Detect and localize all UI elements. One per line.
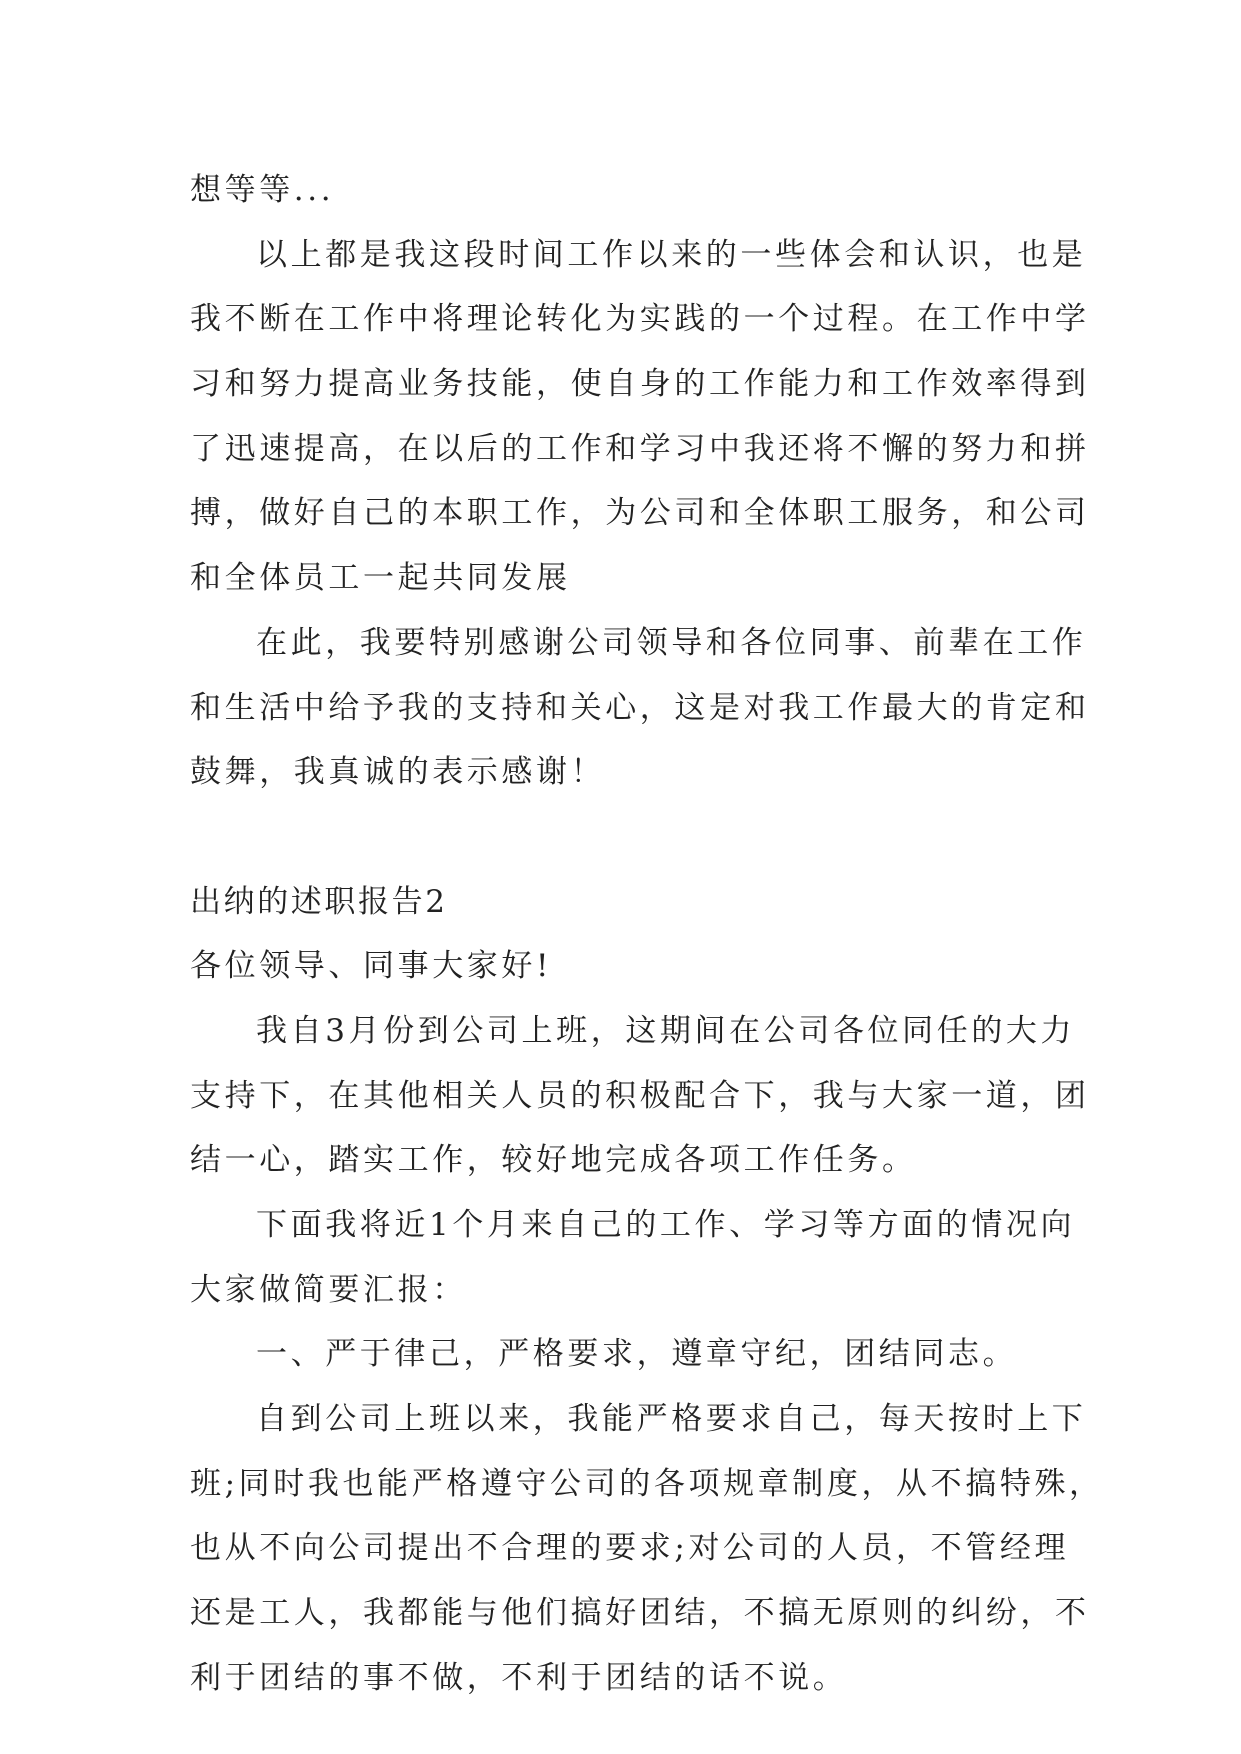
greeting: 各位领导、同事大家好!: [190, 948, 553, 985]
paragraph-line: 下面我将近1个月来自己的工作、学习等方面的情况向: [256, 1207, 1076, 1243]
paragraph-line: 以上都是我这段时间工作以来的一些体会和认识，也是: [256, 236, 1087, 273]
section-gap: [190, 805, 1052, 870]
paragraph-line: 搏，做好自己的本职工作，为公司和全体职工服务，和公司: [190, 495, 1090, 532]
paragraph-line: 支持下，在其他相关人员的积极配合下，我与大家一道，团: [190, 1077, 1090, 1114]
paragraph-line: 习和努力提高业务技能，使自身的工作能力和工作效率得到: [190, 366, 1090, 403]
paragraph-line: 班;同时我也能严格遵守公司的各项规章制度，从不搞特殊，: [190, 1465, 1104, 1502]
paragraph-line: 自到公司上班以来，我能严格要求自己，每天按时上下: [256, 1401, 1087, 1438]
section-title: 出纳的述职报告2: [190, 883, 448, 920]
report-body-part-2: [190, 999, 1104, 1711]
document-body: [190, 158, 1104, 1711]
paragraph-line: 和生活中给予我的支持和关心，这是对我工作最大的肯定和: [190, 689, 1090, 726]
paragraph-line: 也从不向公司提出不合理的要求;对公司的人员，不管经理: [190, 1530, 1070, 1567]
paragraph-line: 利于团结的事不做，不利于团结的话不说。: [190, 1659, 848, 1696]
paragraph-line: 我自3月份到公司上班，这期间在公司各位同任的大力: [256, 1012, 1076, 1049]
paragraph-line: 想等等...: [190, 172, 335, 208]
paragraph-line: 还是工人，我都能与他们搞好团结，不搞无原则的纠纷，不: [190, 1595, 1090, 1632]
paragraph-line: 鼓舞，我真诚的表示感谢！: [190, 754, 606, 791]
paragraph-line: 和全体员工一起共同发展: [190, 560, 571, 597]
paragraph-line: 结一心，踏实工作，较好地完成各项工作任务。: [190, 1142, 917, 1179]
report-body-part-1: [190, 158, 1090, 805]
paragraph-line: 我不断在工作中将理论转化为实践的一个过程。在工作中学: [190, 301, 1090, 338]
paragraph-line: 一、严于律己，严格要求，遵章守纪，团结同志。: [256, 1336, 1018, 1373]
paragraph-line: 在此，我要特别感谢公司领导和各位同事、前辈在工作: [256, 624, 1087, 661]
paragraph-line: 大家做简要汇报：: [190, 1271, 467, 1308]
paragraph-line: 了迅速提高，在以后的工作和学习中我还将不懈的努力和拼: [190, 430, 1090, 467]
